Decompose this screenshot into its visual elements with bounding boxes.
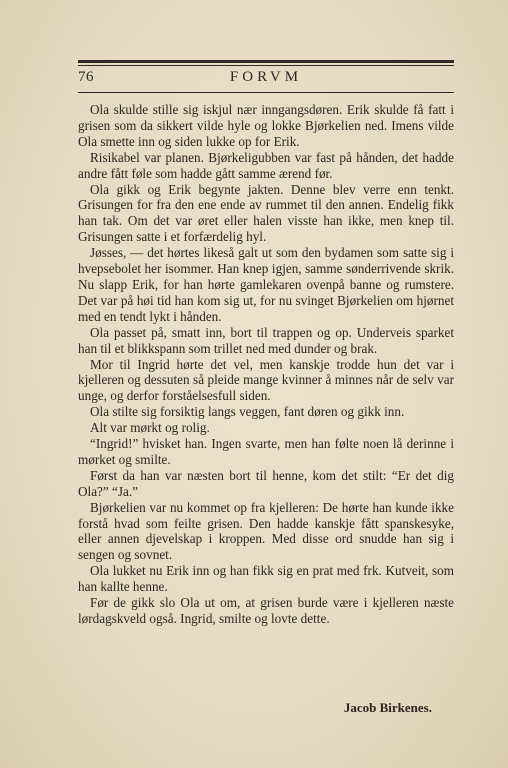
paragraph: Ola gikk og Erik begynte jakten. Denne blev verre enn tenkt. Grisungen for fra den ene ende av rummet til den annen. Endelig fikk han tak. Om det var øret eller halen visste han ikke, men knep til. Grisungen satte i et forfærdelig hyl. <box>78 181 454 245</box>
paragraph: Ola passet på, smatt inn, bort til trappen og op. Underveis sparket han til et blikkspann som trillet ned med dunder og brak. <box>78 324 454 356</box>
paragraph: Bjørkelien var nu kommet op fra kjelleren: De hørte han kunde ikke forstå hvad som feilte grisen. Den hadde kanskje fått spanskesyke, eller annen djevelskap i kroppen. Med disse ord snudde han sig i sengen og sovnet. <box>78 499 454 563</box>
paragraph: Ola skulde stille sig iskjul nær inngangsdøren. Erik skulde få fatt i grisen som da sikkert vilde hyle og lokke Bjørkelien ned. Imens vilde Ola smette inn og siden lukke op for Erik. <box>78 102 454 149</box>
paragraph: Jøsses, — det hørtes likeså galt ut som den bydamen som satte sig i hvepsebolet her isommer. Han knep igjen, samme sønderrivende skrik. Nu slapp Erik, for han hørte gamlekaren ovenpå banne og rumstere. Det var på høi tid han kom sig ut, for nu svinget Bjørkelien om hjørnet med en tendt lykt i hånden. <box>78 245 454 324</box>
paragraph: Alt var mørkt og rolig. <box>90 420 210 436</box>
author-signature: Jacob Birkenes. <box>343 700 432 715</box>
header-rule-thick <box>78 60 454 63</box>
paragraph: Først da han var næsten bort til henne, kom det stilt: “Er det dig Ola?” “Ja.” <box>78 467 454 499</box>
article-body <box>78 102 454 627</box>
paragraph: Mor til Ingrid hørte det vel, men kanskje trodde hun det var i kjelleren og dessuten så pleide mange kvinner å minnes når de selv var unge, og derfor forståelsesfull siden. <box>78 356 454 404</box>
page-number: 76 <box>78 69 94 85</box>
running-title: FORVM <box>229 69 303 85</box>
header-underline <box>78 92 454 93</box>
paragraph: Før de gikk slo Ola ut om, at grisen burde være i kjelleren næste lørdagskveld også. Ingrid, smilte og lovte dette. <box>78 595 454 626</box>
paragraph: Ola lukket nu Erik inn og han fikk sig en prat med frk. Kutveit, som han kallte henne. <box>78 563 454 595</box>
paragraph: Ola stilte sig forsiktig langs veggen, fant døren og gikk inn. <box>90 404 405 420</box>
page-header <box>78 69 454 89</box>
paragraph: “Ingrid!” hvisket han. Ingen svarte, men han følte noen lå derinne i mørket og smilte. <box>78 436 454 467</box>
header-rule-thin <box>78 65 454 66</box>
paragraph: Risikabel var planen. Bjørkeligubben var fast på hånden, det hadde andre fått føle som hadde gått samme ærend før. <box>78 149 454 181</box>
